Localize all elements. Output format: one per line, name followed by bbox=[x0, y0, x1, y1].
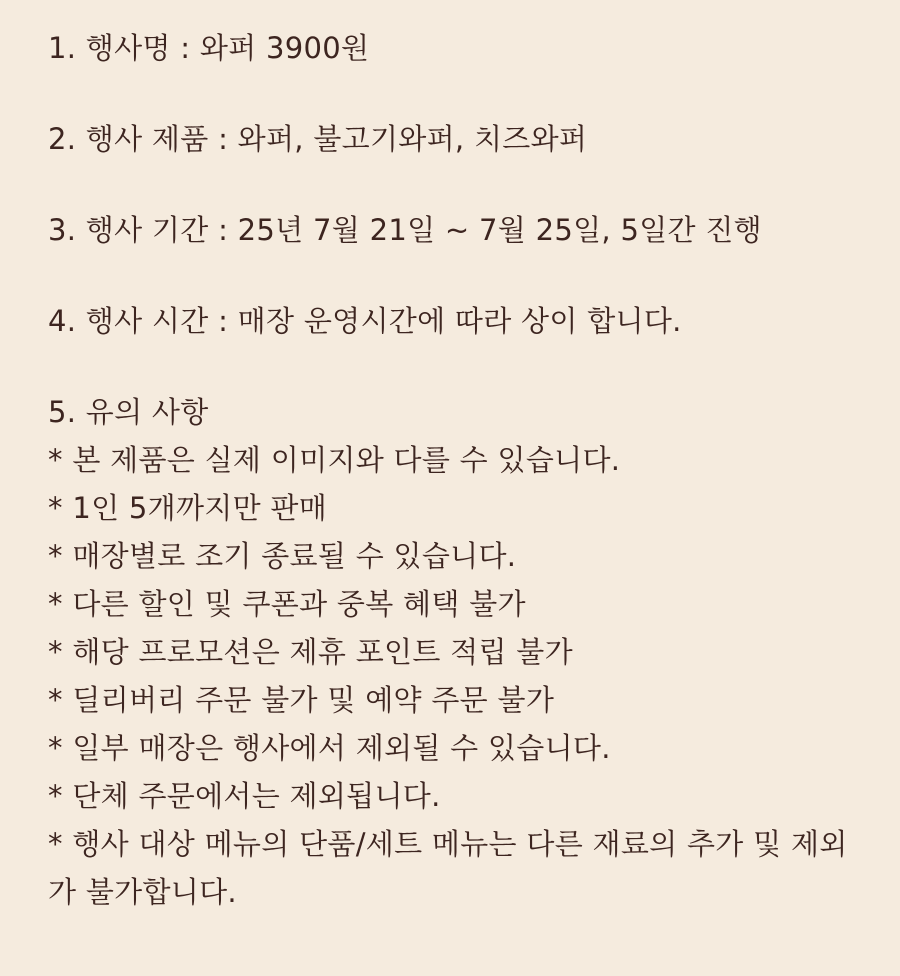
caution-item: * 단체 주문에서는 제외됩니다. bbox=[48, 779, 441, 813]
caution-item: * 해당 프로모션은 제휴 포인트 적립 불가 bbox=[48, 635, 573, 669]
caution-item: * 다른 할인 및 쿠폰과 중복 혜택 불가 bbox=[48, 587, 526, 621]
caution-item: * 딜리버리 주문 불가 및 예약 주문 불가 bbox=[48, 683, 555, 717]
event-hours-line: 4. 행사 시간 : 매장 운영시간에 따라 상이 합니다. bbox=[48, 304, 682, 338]
cautions-title: 5. 유의 사항 bbox=[48, 395, 209, 429]
cautions-list bbox=[48, 436, 860, 916]
caution-item: * 매장별로 조기 종료될 수 있습니다. bbox=[48, 539, 517, 573]
caution-item: * 1인 5개까지만 판매 bbox=[48, 491, 328, 525]
event-products-line: 2. 행사 제품 : 와퍼, 불고기와퍼, 치즈와퍼 bbox=[48, 122, 588, 156]
event-name-line: 1. 행사명 : 와퍼 3900원 bbox=[48, 31, 370, 65]
caution-item: * 본 제품은 실제 이미지와 다를 수 있습니다. bbox=[48, 443, 621, 477]
caution-item: * 일부 매장은 행사에서 제외될 수 있습니다. bbox=[48, 731, 611, 765]
caution-item: * 행사 대상 메뉴의 단품/세트 메뉴는 다른 재료의 추가 및 제외가 불가합니다. bbox=[48, 827, 848, 909]
event-period-line: 3. 행사 기간 : 25년 7월 21일 ~ 7월 25일, 5일간 진행 bbox=[48, 213, 762, 247]
